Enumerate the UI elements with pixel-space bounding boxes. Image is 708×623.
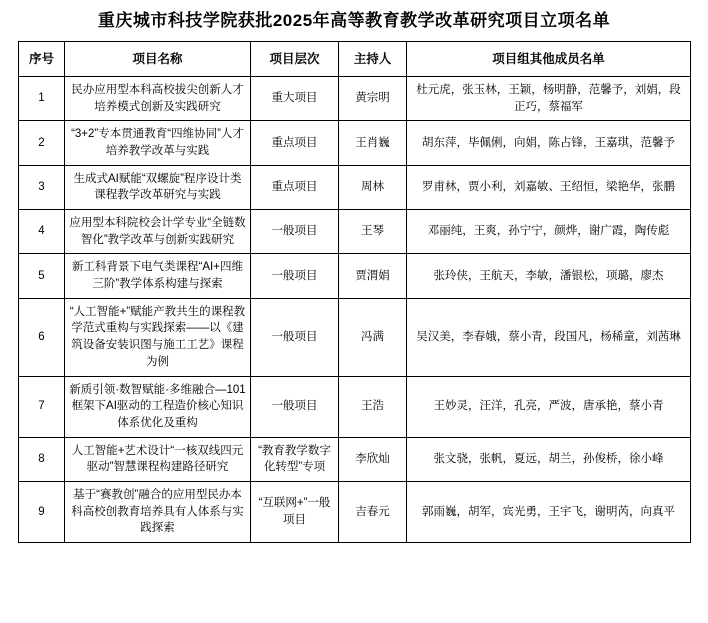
cell-project-name: 基于“赛教创”融合的应用型民办本科高校创教育培养具有人体系与实践探索 [65, 481, 251, 542]
cell-leader: 贾渭娟 [339, 254, 407, 298]
cell-members: 张玲侠，王航天，李敏，潘银松，项璐，廖杰 [407, 254, 691, 298]
cell-leader: 吉春元 [339, 481, 407, 542]
cell-project-name: 新质引领·数智赋能·多维融合—101框架下AI驱动的工程造价核心知识体系优化及重构 [65, 376, 251, 437]
table-row [19, 481, 691, 542]
cell-project-name: 新工科背景下电气类课程“AI+四维三阶”教学体系构建与探索 [65, 254, 251, 298]
cell-leader: 周林 [339, 165, 407, 209]
cell-project-level: 一般项目 [251, 376, 339, 437]
cell-seq: 6 [19, 298, 65, 376]
table-row [19, 165, 691, 209]
table-row [19, 298, 691, 376]
table-container [0, 41, 708, 543]
cell-members: 胡东萍，毕佩俐，向娟，陈占锋，王嘉琪，范馨予 [407, 121, 691, 165]
table-row [19, 254, 691, 298]
cell-project-level: 重大项目 [251, 77, 339, 121]
column-header-leader: 主持人 [339, 42, 407, 77]
cell-project-name: “3+2”专本贯通教育“四维协同”人才培养教学改革与实践 [65, 121, 251, 165]
cell-seq: 4 [19, 210, 65, 254]
cell-leader: 王浩 [339, 376, 407, 437]
cell-seq: 8 [19, 437, 65, 481]
cell-seq: 1 [19, 77, 65, 121]
cell-seq: 2 [19, 121, 65, 165]
table-header [19, 42, 691, 77]
table-row [19, 77, 691, 121]
cell-leader: 黄宗明 [339, 77, 407, 121]
cell-project-level: “教育教学数字化转型”专项 [251, 437, 339, 481]
cell-members: 王妙灵，汪洋，孔亮，严波，唐承艳，蔡小青 [407, 376, 691, 437]
cell-project-name: 民办应用型本科高校拔尖创新人才培养模式创新及实践研究 [65, 77, 251, 121]
cell-seq: 5 [19, 254, 65, 298]
cell-seq: 7 [19, 376, 65, 437]
grant-list-table [18, 41, 691, 543]
column-header-members: 项目组其他成员名单 [407, 42, 691, 77]
cell-project-level: 一般项目 [251, 210, 339, 254]
cell-project-level: 一般项目 [251, 298, 339, 376]
cell-members: 郭雨巍，胡军，宾光勇，王宇飞，谢明芮，向真平 [407, 481, 691, 542]
cell-members: 罗甫林，贾小利，刘嘉敏、王绍恒，梁艳华，张鹏 [407, 165, 691, 209]
cell-members: 杜元虎，张玉林，王颖，杨明静，范馨予，刘娟，段正巧，蔡福军 [407, 77, 691, 121]
cell-leader: 王肖巍 [339, 121, 407, 165]
table-header-row [19, 42, 691, 77]
table-body [19, 77, 691, 543]
table-row [19, 210, 691, 254]
cell-project-level: 重点项目 [251, 121, 339, 165]
cell-members: 邓丽纯，王爽，孙宁宁，颜烨，谢广霞，陶传彪 [407, 210, 691, 254]
page-title: 重庆城市科技学院获批2025年高等教育教学改革研究项目立项名单 [97, 11, 611, 30]
cell-leader: 王琴 [339, 210, 407, 254]
cell-seq: 3 [19, 165, 65, 209]
cell-project-level: “互联网+”一般项目 [251, 481, 339, 542]
cell-members: 吴汉美，李春娥，蔡小青，段国凡，杨稀童，刘茜琳 [407, 298, 691, 376]
table-row [19, 121, 691, 165]
column-header-seq: 序号 [19, 42, 65, 77]
table-row [19, 437, 691, 481]
column-header-project-name: 项目名称 [65, 42, 251, 77]
cell-leader: 李欣灿 [339, 437, 407, 481]
cell-project-level: 一般项目 [251, 254, 339, 298]
cell-project-level: 重点项目 [251, 165, 339, 209]
table-row [19, 376, 691, 437]
column-header-project-level: 项目层次 [251, 42, 339, 77]
cell-leader: 冯满 [339, 298, 407, 376]
cell-project-name: 应用型本科院校会计学专业“全链数智化”教学改革与创新实践研究 [65, 210, 251, 254]
cell-members: 张文骁，张帆，夏远，胡兰，孙俊桥，徐小峰 [407, 437, 691, 481]
cell-project-name: “人工智能+”赋能产教共生的课程教学范式重构与实践探索——以《建筑设备安装识图与施工工艺》课程为例 [65, 298, 251, 376]
cell-seq: 9 [19, 481, 65, 542]
cell-project-name: 生成式AI赋能“双螺旋”程序设计类课程教学改革研究与实践 [65, 165, 251, 209]
cell-project-name: 人工智能+艺术设计“一核双线四元驱动”智慧课程构建路径研究 [65, 437, 251, 481]
